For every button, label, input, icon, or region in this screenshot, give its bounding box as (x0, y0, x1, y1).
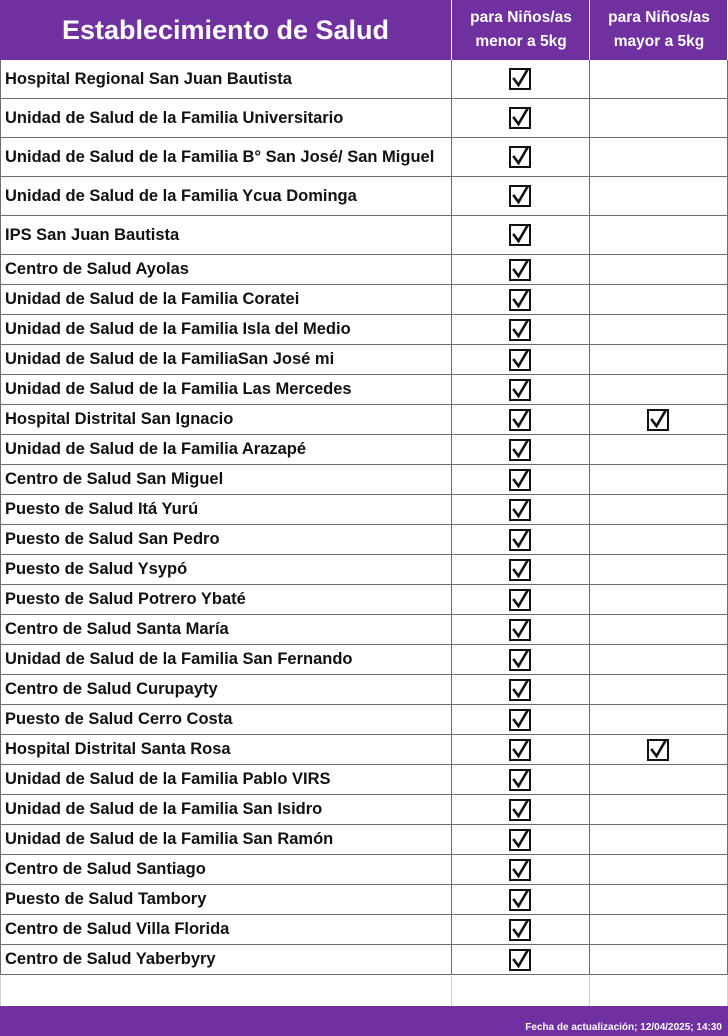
mayor-5kg-cell (589, 825, 728, 855)
empty-row (0, 976, 728, 1006)
mayor-5kg-cell (589, 795, 728, 825)
checkbox-checked-icon (509, 146, 531, 168)
facility-name: Puesto de Salud Itá Yurú (0, 495, 452, 525)
header-mayor-line2: mayor a 5kg (613, 33, 705, 50)
mayor-5kg-cell (589, 765, 728, 795)
table-row (0, 915, 728, 945)
checkbox-checked-icon (509, 799, 531, 821)
menor-5kg-cell (451, 585, 590, 615)
header-menor-line1: para Niños/as (470, 9, 572, 26)
table-row (0, 375, 728, 405)
mayor-5kg-cell (589, 525, 728, 555)
mayor-5kg-cell (589, 555, 728, 585)
menor-5kg-cell (451, 525, 590, 555)
mayor-5kg-cell (589, 495, 728, 525)
header-mayor-line1: para Niños/as (608, 9, 710, 26)
table-row (0, 795, 728, 825)
facility-name: Unidad de Salud de la Familia Coratei (0, 285, 452, 315)
checkbox-checked-icon (509, 949, 531, 971)
checkbox-checked-icon (509, 619, 531, 641)
mayor-5kg-cell (589, 60, 728, 99)
footer-bar (0, 1006, 728, 1036)
table-row (0, 435, 728, 465)
facility-name: Unidad de Salud de la FamiliaSan José mi (0, 345, 452, 375)
facility-name: Centro de Salud Santa María (0, 615, 452, 645)
mayor-5kg-cell (589, 465, 728, 495)
mayor-5kg-cell (589, 915, 728, 945)
mayor-5kg-cell (589, 615, 728, 645)
menor-5kg-cell (451, 555, 590, 585)
mayor-5kg-cell (589, 216, 728, 255)
menor-5kg-cell (451, 675, 590, 705)
checkbox-checked-icon (509, 589, 531, 611)
mayor-5kg-cell (589, 255, 728, 285)
menor-5kg-cell (451, 855, 590, 885)
facility-name: Centro de Salud Yaberbyry (0, 945, 452, 975)
table-row (0, 315, 728, 345)
checkbox-checked-icon (509, 919, 531, 941)
facility-name: Unidad de Salud de la Familia San Ramón (0, 825, 452, 855)
table-row (0, 285, 728, 315)
mayor-5kg-cell (589, 138, 728, 177)
empty-cell (589, 976, 728, 1006)
mayor-5kg-cell (589, 705, 728, 735)
table-row (0, 525, 728, 555)
facility-name: Puesto de Salud Potrero Ybaté (0, 585, 452, 615)
table-row (0, 495, 728, 525)
checkbox-checked-icon (509, 409, 531, 431)
facility-name: Unidad de Salud de la Familia B° San José/ San Miguel (0, 138, 452, 177)
checkbox-checked-icon (509, 559, 531, 581)
header-menor-5kg (451, 0, 590, 60)
table-row (0, 735, 728, 765)
table-row (0, 177, 728, 216)
checkbox-checked-icon (647, 409, 669, 431)
facility-name: Hospital Distrital Santa Rosa (0, 735, 452, 765)
table-row (0, 60, 728, 99)
table-row (0, 138, 728, 177)
menor-5kg-cell (451, 915, 590, 945)
facility-name: Unidad de Salud de la Familia Arazapé (0, 435, 452, 465)
checkbox-checked-icon (509, 739, 531, 761)
checkbox-checked-icon (509, 289, 531, 311)
table-row (0, 585, 728, 615)
menor-5kg-cell (451, 435, 590, 465)
table-row (0, 216, 728, 255)
table-row (0, 555, 728, 585)
checkbox-checked-icon (509, 889, 531, 911)
checkbox-checked-icon (509, 259, 531, 281)
facility-name: Centro de Salud Villa Florida (0, 915, 452, 945)
mayor-5kg-cell (589, 177, 728, 216)
checkbox-checked-icon (509, 185, 531, 207)
menor-5kg-cell (451, 765, 590, 795)
checkbox-checked-icon (509, 349, 531, 371)
facility-name: Unidad de Salud de la Familia Universitario (0, 99, 452, 138)
mayor-5kg-cell (589, 285, 728, 315)
checkbox-checked-icon (509, 829, 531, 851)
header-menor-line2: menor a 5kg (475, 33, 567, 50)
menor-5kg-cell (451, 945, 590, 975)
table-body (0, 60, 728, 975)
facility-name: Unidad de Salud de la Familia Ycua Dominga (0, 177, 452, 216)
menor-5kg-cell (451, 255, 590, 285)
menor-5kg-cell (451, 315, 590, 345)
table-row (0, 645, 728, 675)
header-mayor-5kg (589, 0, 728, 60)
table-row (0, 99, 728, 138)
table-row (0, 885, 728, 915)
checkbox-checked-icon (509, 499, 531, 521)
menor-5kg-cell (451, 216, 590, 255)
checkbox-checked-icon (509, 107, 531, 129)
facility-name: Unidad de Salud de la Familia Las Mercedes (0, 375, 452, 405)
checkbox-checked-icon (509, 769, 531, 791)
mayor-5kg-cell (589, 945, 728, 975)
menor-5kg-cell (451, 615, 590, 645)
menor-5kg-cell (451, 285, 590, 315)
menor-5kg-cell (451, 795, 590, 825)
menor-5kg-cell (451, 177, 590, 216)
checkbox-checked-icon (509, 319, 531, 341)
menor-5kg-cell (451, 735, 590, 765)
checkbox-checked-icon (509, 529, 531, 551)
menor-5kg-cell (451, 885, 590, 915)
empty-cell (0, 976, 452, 1006)
checkbox-checked-icon (509, 379, 531, 401)
facility-name: Centro de Salud Santiago (0, 855, 452, 885)
facility-name: IPS San Juan Bautista (0, 216, 452, 255)
mayor-5kg-cell (589, 435, 728, 465)
table-row (0, 405, 728, 435)
header-establecimiento: Establecimiento de Salud (61, 14, 390, 45)
mayor-5kg-cell (589, 585, 728, 615)
mayor-5kg-cell (589, 735, 728, 765)
checkbox-checked-icon (509, 68, 531, 90)
table-row (0, 825, 728, 855)
facility-name: Puesto de Salud Cerro Costa (0, 705, 452, 735)
checkbox-checked-icon (647, 739, 669, 761)
mayor-5kg-cell (589, 375, 728, 405)
facility-name: Puesto de Salud San Pedro (0, 525, 452, 555)
menor-5kg-cell (451, 405, 590, 435)
menor-5kg-cell (451, 495, 590, 525)
table-row (0, 855, 728, 885)
table-row (0, 945, 728, 975)
update-date: Fecha de actualización; 12/04/2025; 14:30 (525, 1022, 722, 1033)
checkbox-checked-icon (509, 859, 531, 881)
checkbox-checked-icon (509, 679, 531, 701)
facility-name: Unidad de Salud de la Familia Isla del Medio (0, 315, 452, 345)
table-row (0, 345, 728, 375)
table-header (0, 0, 727, 60)
mayor-5kg-cell (589, 99, 728, 138)
facility-name: Puesto de Salud Tambory (0, 885, 452, 915)
table-row (0, 615, 728, 645)
menor-5kg-cell (451, 465, 590, 495)
table-row (0, 705, 728, 735)
table-row (0, 255, 728, 285)
menor-5kg-cell (451, 60, 590, 99)
facility-name: Centro de Salud San Miguel (0, 465, 452, 495)
facility-name: Unidad de Salud de la Familia San Fernando (0, 645, 452, 675)
mayor-5kg-cell (589, 885, 728, 915)
checkbox-checked-icon (509, 469, 531, 491)
menor-5kg-cell (451, 705, 590, 735)
menor-5kg-cell (451, 345, 590, 375)
facility-name: Hospital Regional San Juan Bautista (0, 60, 452, 99)
facility-name: Unidad de Salud de la Familia San Isidro (0, 795, 452, 825)
mayor-5kg-cell (589, 345, 728, 375)
menor-5kg-cell (451, 825, 590, 855)
menor-5kg-cell (451, 645, 590, 675)
facility-name: Hospital Distrital San Ignacio (0, 405, 452, 435)
table-row (0, 765, 728, 795)
menor-5kg-cell (451, 138, 590, 177)
table-row (0, 465, 728, 495)
empty-cell (451, 976, 590, 1006)
mayor-5kg-cell (589, 315, 728, 345)
checkbox-checked-icon (509, 709, 531, 731)
facility-name: Centro de Salud Ayolas (0, 255, 452, 285)
mayor-5kg-cell (589, 405, 728, 435)
checkbox-checked-icon (509, 224, 531, 246)
mayor-5kg-cell (589, 675, 728, 705)
checkbox-checked-icon (509, 439, 531, 461)
mayor-5kg-cell (589, 855, 728, 885)
mayor-5kg-cell (589, 645, 728, 675)
menor-5kg-cell (451, 99, 590, 138)
facility-name: Unidad de Salud de la Familia Pablo VIRS (0, 765, 452, 795)
facility-name: Centro de Salud Curupayty (0, 675, 452, 705)
table-row (0, 675, 728, 705)
checkbox-checked-icon (509, 649, 531, 671)
menor-5kg-cell (451, 375, 590, 405)
facility-name: Puesto de Salud Ysypó (0, 555, 452, 585)
